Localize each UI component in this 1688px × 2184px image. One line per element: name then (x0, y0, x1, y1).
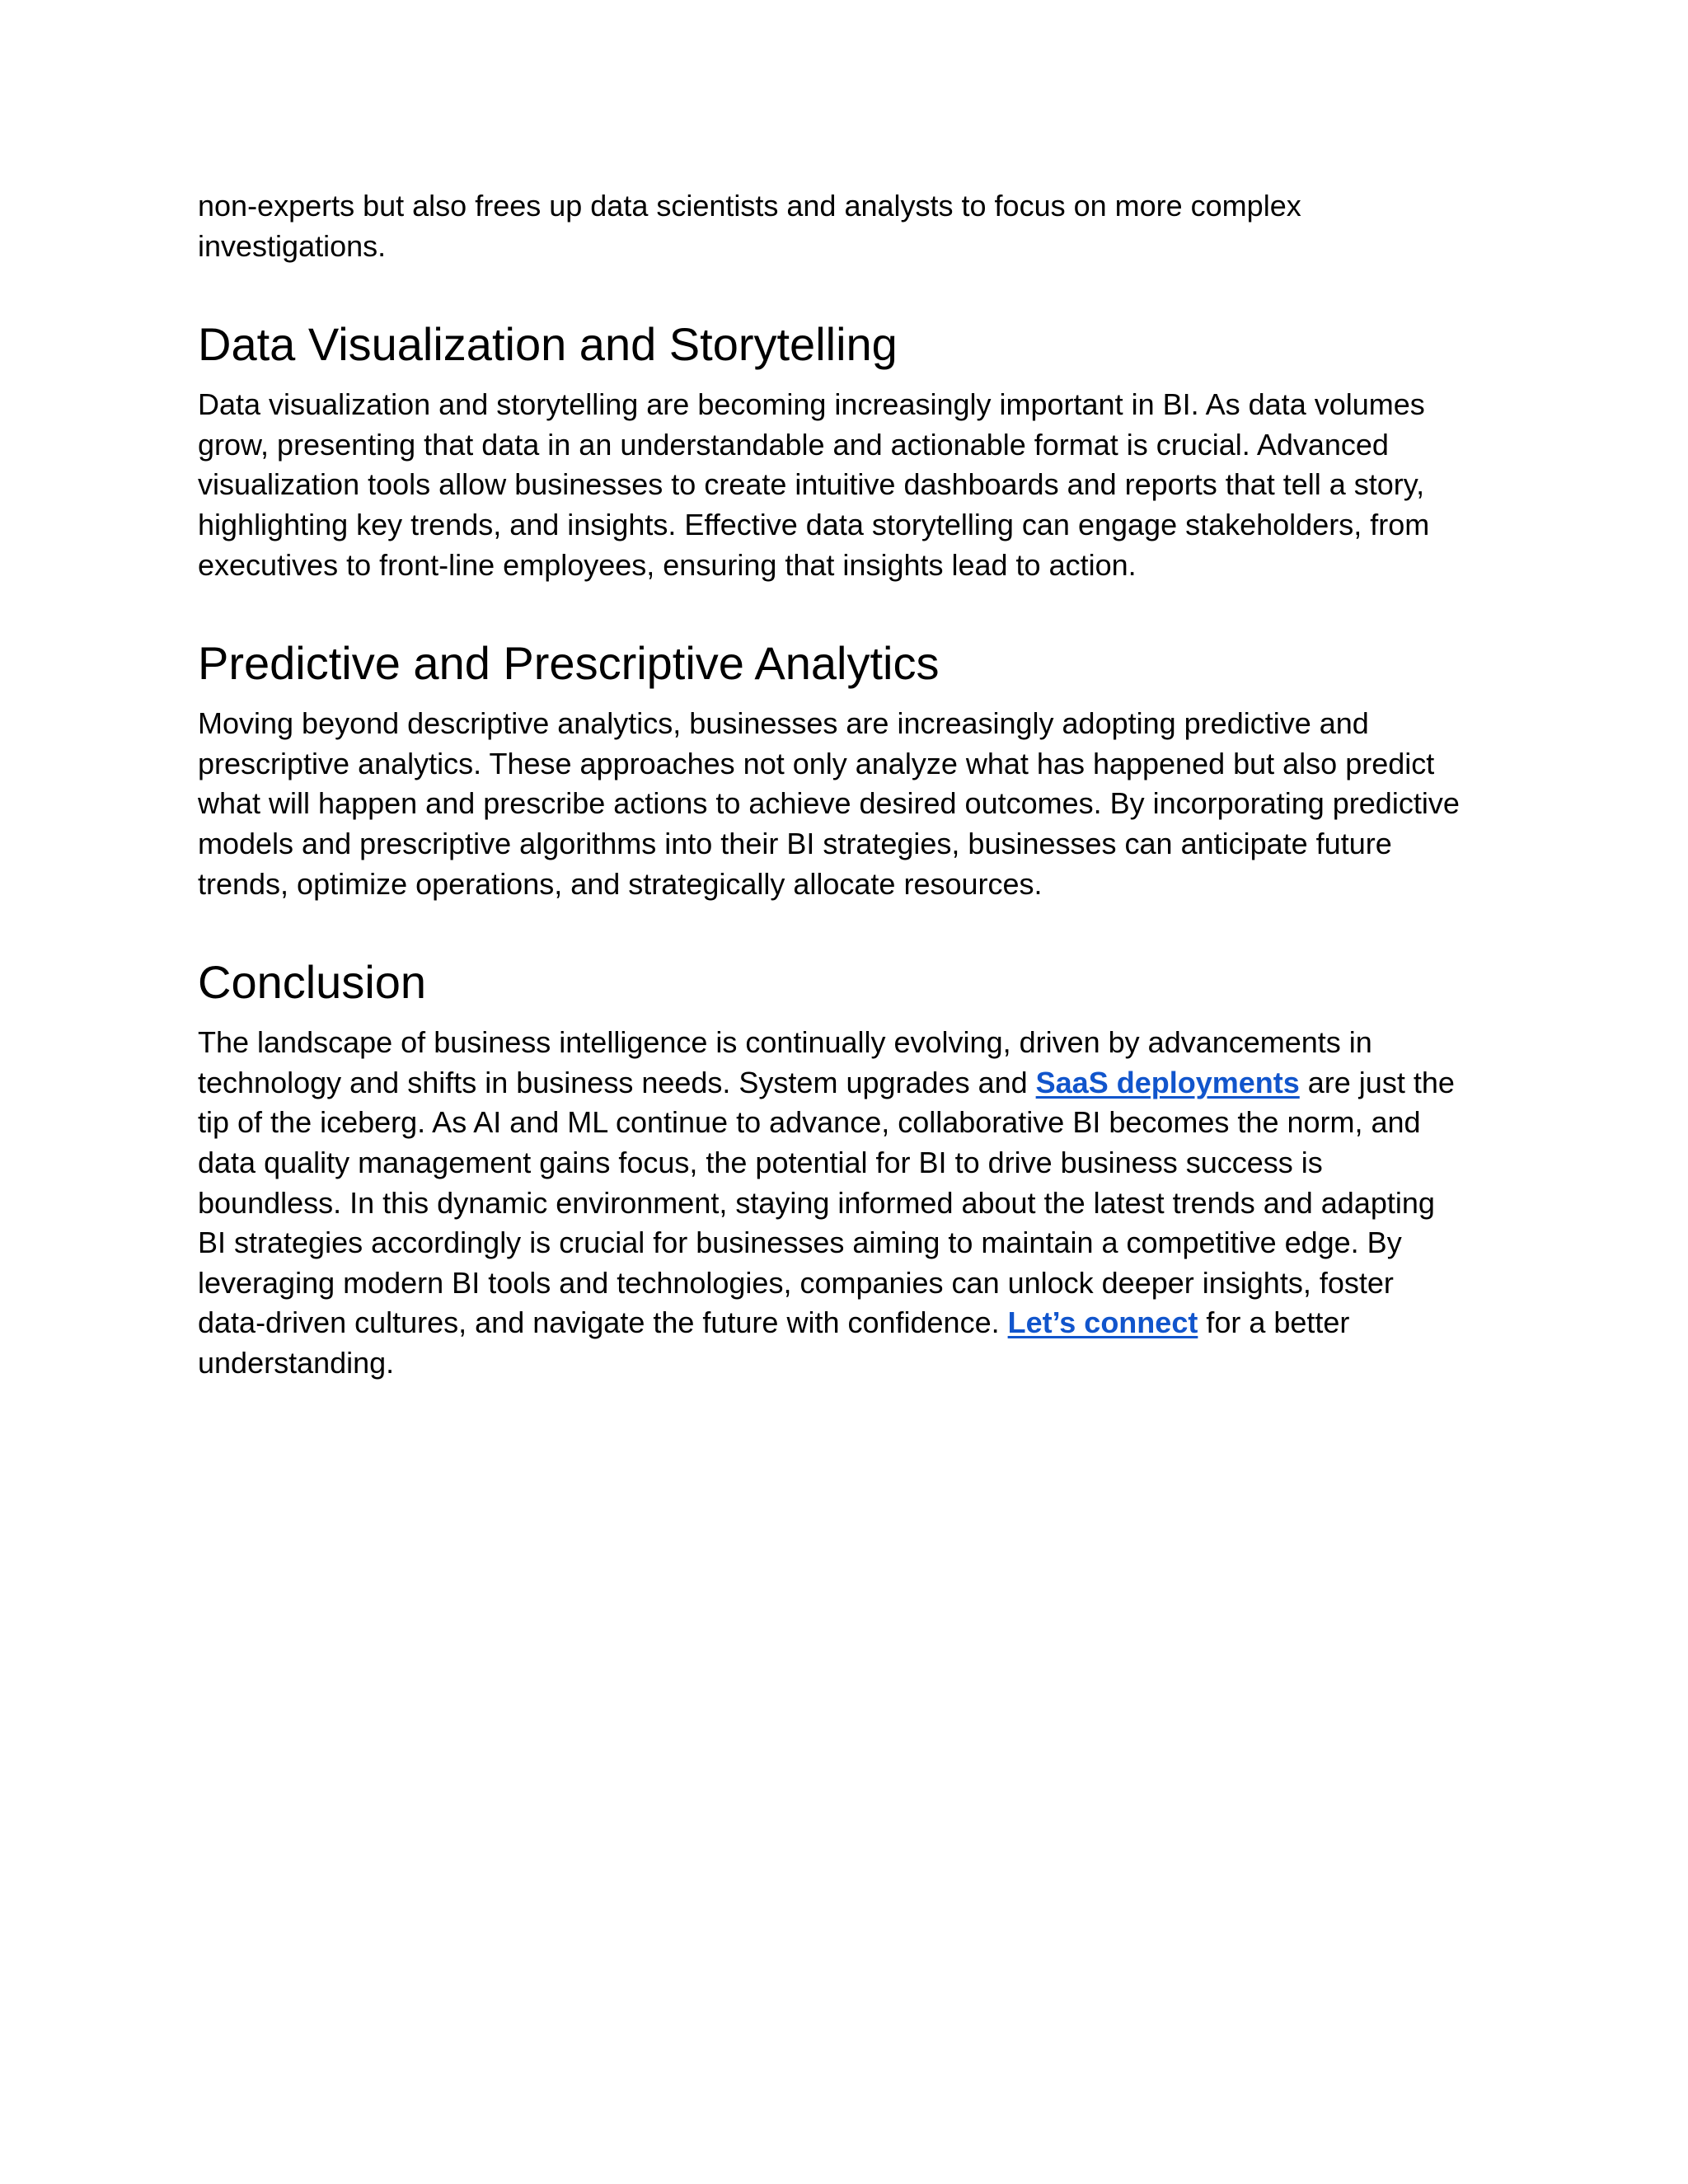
paragraph-line (198, 1063, 1500, 1104)
paragraph-line: non-experts but also frees up data scientists and analysts to focus on more complex (198, 189, 1301, 223)
paragraph-line: Data visualization and storytelling are becoming increasingly important in BI. As data volumes (198, 387, 1425, 422)
paragraph-line: highlighting key trends, and insights. Effective data storytelling can engage stakeholders, from (198, 507, 1430, 541)
paragraph-line: BI strategies accordingly is crucial for businesses aiming to maintain a competitive edge. By (198, 1226, 1402, 1260)
paragraph-line: Moving beyond descriptive analytics, businesses are increasingly adopting predictive and (198, 706, 1369, 741)
text-run: technology and shifts in business needs. System upgrades and (198, 1065, 1036, 1099)
paragraph-line: trends, optimize operations, and strategically allocate resources. (198, 866, 1043, 901)
paragraph-line: grow, presenting that data in an understandable and actionable format is crucial. Advanced (198, 427, 1389, 462)
lets-connect-link[interactable]: Let’s connect (1007, 1305, 1198, 1340)
paragraph-line: understanding. (198, 1345, 395, 1380)
paragraph-line: visualization tools allow businesses to create intuitive dashboards and reports that tell a story, (198, 467, 1425, 502)
paragraph-line: leveraging modern BI tools and technologies, companies can unlock deeper insights, foster (198, 1265, 1394, 1300)
section-heading-data-visualization: Data Visualization and Storytelling (198, 318, 898, 371)
section-heading-conclusion: Conclusion (198, 956, 427, 1009)
section-heading-predictive-analytics: Predictive and Prescriptive Analytics (198, 637, 940, 690)
saas-deployments-link[interactable]: SaaS deployments (1035, 1065, 1300, 1099)
predictive-analytics-paragraph (198, 704, 1500, 904)
conclusion-paragraph (198, 1023, 1500, 1383)
text-run: are just the (1299, 1065, 1455, 1099)
intro-paragraph (198, 186, 1500, 266)
data-visualization-paragraph (198, 385, 1500, 585)
paragraph-line: tip of the iceberg. As AI and ML continue to advance, collaborative BI becomes the norm, and (198, 1105, 1421, 1140)
paragraph-line: The landscape of business intelligence is continually evolving, driven by advancements in (198, 1025, 1372, 1060)
paragraph-line: investigations. (198, 228, 387, 263)
text-run: data-driven cultures, and navigate the future with confidence. (198, 1305, 1008, 1340)
paragraph-line (198, 1303, 1500, 1343)
paragraph-line: prescriptive analytics. These approaches not only analyze what has happened but also predict (198, 746, 1435, 780)
paragraph-line: boundless. In this dynamic environment, staying informed about the latest trends and adapting (198, 1185, 1435, 1220)
paragraph-line: executives to front-line employees, ensuring that insights lead to action. (198, 547, 1137, 582)
paragraph-line: data quality management gains focus, the potential for BI to drive business success is (198, 1145, 1323, 1179)
paragraph-line: models and prescriptive algorithms into their BI strategies, businesses can anticipate future (198, 826, 1392, 860)
document-page (198, 186, 1500, 1383)
paragraph-line: what will happen and prescribe actions to achieve desired outcomes. By incorporating predictive (198, 786, 1460, 821)
text-run: for a better (1198, 1305, 1350, 1340)
